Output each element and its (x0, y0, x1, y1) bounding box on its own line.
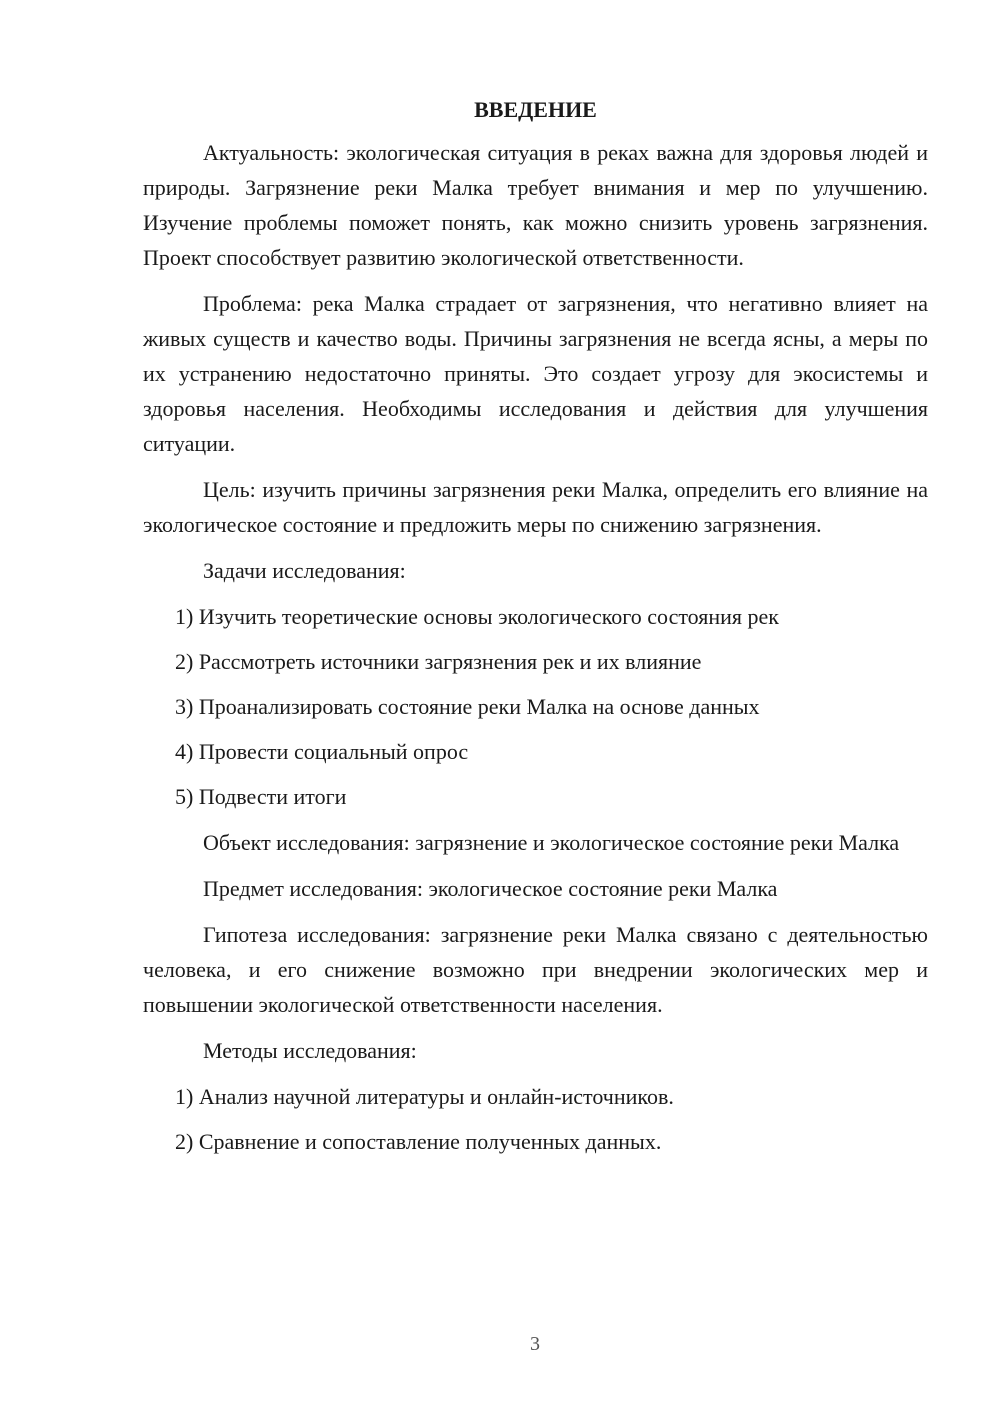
goal-paragraph: Цель: изучить причины загрязнения реки Малка, определить его влияние на экологическое состояние и предложить меры по снижению загрязнения. (143, 477, 928, 537)
section-title: ВВЕДЕНИЕ (474, 97, 597, 122)
tasks-list (143, 599, 928, 814)
method-item: 1) Анализ научной литературы и онлайн-источников. (175, 1084, 674, 1109)
task-item: 4) Провести социальный опрос (175, 739, 469, 764)
tasks-heading: Задачи исследования: (203, 558, 406, 583)
object-paragraph: Объект исследования: загрязнение и экологическое состояние реки Малка (203, 830, 900, 855)
page-number: 3 (530, 1333, 540, 1355)
task-item: 5) Подвести итоги (175, 784, 347, 809)
task-item: 2) Рассмотреть источники загрязнения рек и их влияние (175, 649, 702, 674)
methods-list (143, 1079, 928, 1159)
methods-heading: Методы исследования: (203, 1038, 417, 1063)
method-item: 2) Сравнение и сопоставление полученных данных. (175, 1129, 662, 1154)
task-item: 3) Проанализировать состояние реки Малка на основе данных (175, 694, 760, 719)
subject-paragraph: Предмет исследования: экологическое состояние реки Малка (203, 876, 778, 901)
problem-paragraph: Проблема: река Малка страдает от загрязнения, что негативно влияет на живых существ и качество воды. Причины загрязнения не всегда ясны, а меры по их устранению недостаточно приняты. Это создает угрозу для экосистемы и здоровья населения. Необходимы исследования и действия для улучшения ситуации. (143, 291, 928, 456)
hypothesis-paragraph: Гипотеза исследования: загрязнение реки Малка связано с деятельностью человека, и его снижение возможно при внедрении экологических мер и повышении экологической ответственности населения. (143, 922, 928, 1017)
task-item: 1) Изучить теоретические основы экологического состояния рек (175, 604, 779, 629)
page-content (143, 92, 928, 1170)
relevance-paragraph: Актуальность: экологическая ситуация в реках важна для здоровья людей и природы. Загрязнение реки Малка требует внимания и мер по улучшению. Изучение проблемы поможет понять, как можно снизить уровень загрязнения. Проект способствует развитию экологической ответственности. (143, 140, 928, 270)
